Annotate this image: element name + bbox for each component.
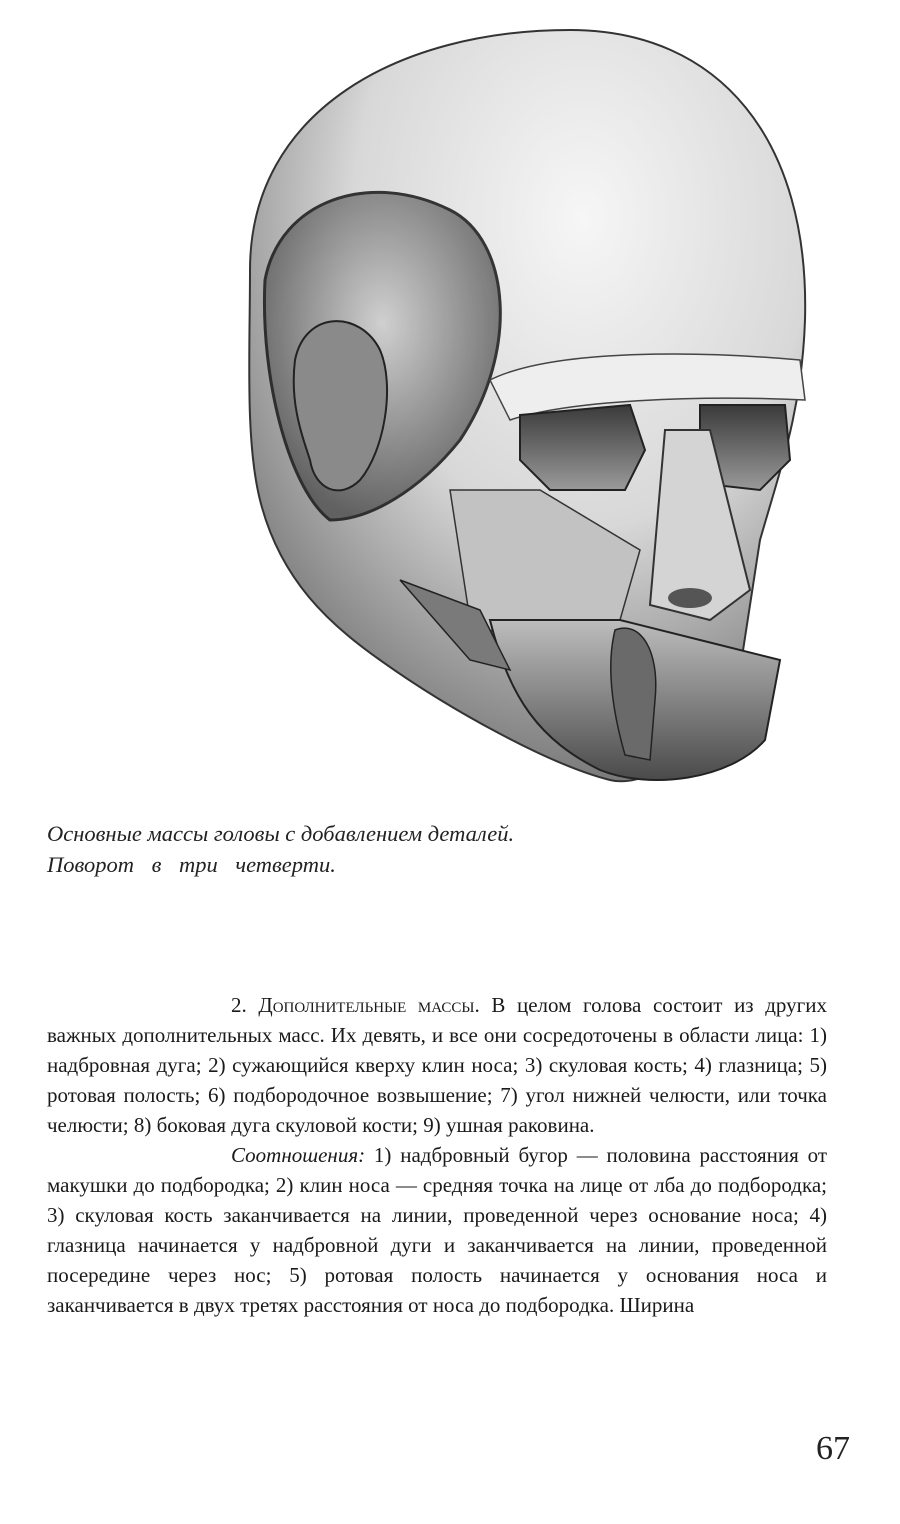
paragraph2-text: 1) надбровный бугор — половина расстояния от макушки до подбородка; 2) клин носа — средняя точка на лице от лба до подбородка; 3) скуловая кость заканчивается на линии, проведенной через основание носа; 4) глазница начинается у надбровной дуги и заканчивается на линии, проведенной посередине через нос; 5) ротовая полость начинается у основания носа и заканчивается в двух третях расстояния от носа до подбородка. Ширина	[47, 1143, 827, 1317]
left-eye-socket	[520, 405, 645, 490]
nostril	[668, 588, 712, 608]
skull-illustration	[220, 20, 820, 800]
page-number: 67	[816, 1430, 850, 1467]
paragraph-proportions	[47, 1140, 827, 1320]
caption-line-2: Поворот в три четверти.	[47, 852, 336, 877]
caption-line-1: Основные массы головы с добавлением деталей.	[47, 821, 515, 846]
paragraph-additional-masses	[47, 990, 827, 1140]
body-text	[47, 990, 827, 1320]
proportions-lead: Соотношения:	[231, 1143, 366, 1167]
section-number: 2.	[231, 993, 247, 1017]
section-term: Дополнительные массы.	[258, 993, 480, 1017]
paragraph1-text: В целом голова состоит из других важных дополнительных масс. Их девять, и все они сосредоточены в области лица: 1) надбровная дуга; 2) сужающийся кверху клин носа; 3) скуловая кость; 4) глазница; 5) ротовая полость; 6) подбородочное возвышение; 7) угол нижней челюсти, или точка челюсти; 8) боковая дуга скуловой кости; 9) ушная раковина.	[47, 993, 827, 1137]
figure-caption	[47, 818, 747, 880]
